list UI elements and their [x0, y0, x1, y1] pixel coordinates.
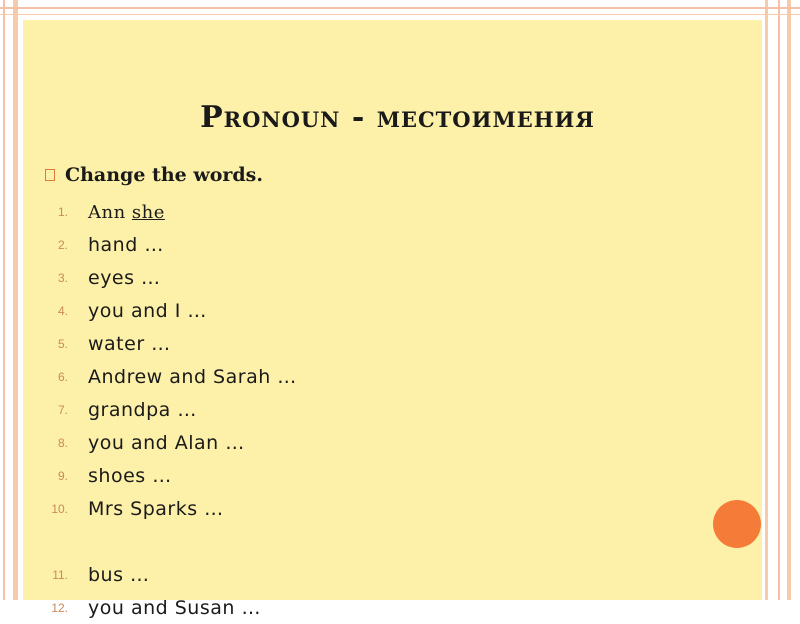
slide-title: Pronoun - местоимения: [200, 100, 595, 135]
list-item: [23, 591, 723, 624]
frame-line: [778, 0, 780, 600]
item-text: [88, 201, 165, 223]
list-item: [23, 393, 723, 426]
list-item: [23, 195, 723, 228]
item-number: 3.: [57, 270, 68, 285]
item-number: 2.: [57, 237, 68, 252]
item-text: hand …: [88, 233, 164, 256]
decorative-circle: [713, 500, 761, 548]
list-item: [23, 426, 723, 459]
item-text: grandpa …: [88, 398, 197, 421]
item-number: 1.: [57, 204, 68, 219]
frame-line: [787, 0, 791, 600]
item-number: 9.: [57, 468, 68, 483]
item-number: 7.: [57, 402, 68, 417]
instruction-text: Change the words.: [65, 164, 263, 186]
instruction-bullet: [45, 164, 263, 186]
item-number: 5.: [57, 336, 68, 351]
frame-line: [13, 0, 18, 600]
content-panel: [23, 20, 762, 619]
list-item: [23, 558, 723, 591]
list-item: [23, 261, 723, 294]
item-number: 11.: [52, 567, 68, 582]
item-number: 10.: [51, 501, 68, 516]
list-item: [23, 228, 723, 261]
item-number: 12.: [51, 600, 68, 615]
list-item: [23, 360, 723, 393]
item-text: eyes …: [88, 266, 161, 289]
exercise-list: [23, 195, 723, 624]
list-item: [23, 492, 723, 525]
item-text: shoes …: [88, 464, 172, 487]
item-text: you and Susan …: [88, 596, 261, 619]
bullet-icon: [45, 169, 55, 181]
item-text: water …: [88, 332, 171, 355]
item-number: 8.: [57, 435, 68, 450]
item-word: Ann: [88, 201, 132, 223]
item-text: Mrs Sparks …: [88, 497, 224, 520]
item-text: you and I …: [88, 299, 207, 322]
frame-line: [3, 0, 5, 600]
item-text: you and Alan …: [88, 431, 245, 454]
list-item: [23, 294, 723, 327]
item-text: Andrew and Sarah …: [88, 365, 297, 388]
item-number: 6.: [57, 369, 68, 384]
item-number: 4.: [57, 303, 68, 318]
item-answer: she: [131, 201, 165, 223]
item-text: bus …: [88, 563, 150, 586]
frame-line: [0, 14, 800, 15]
list-item: [23, 459, 723, 492]
list-item: [23, 327, 723, 360]
frame-line: [0, 7, 800, 9]
frame-line: [765, 0, 768, 600]
